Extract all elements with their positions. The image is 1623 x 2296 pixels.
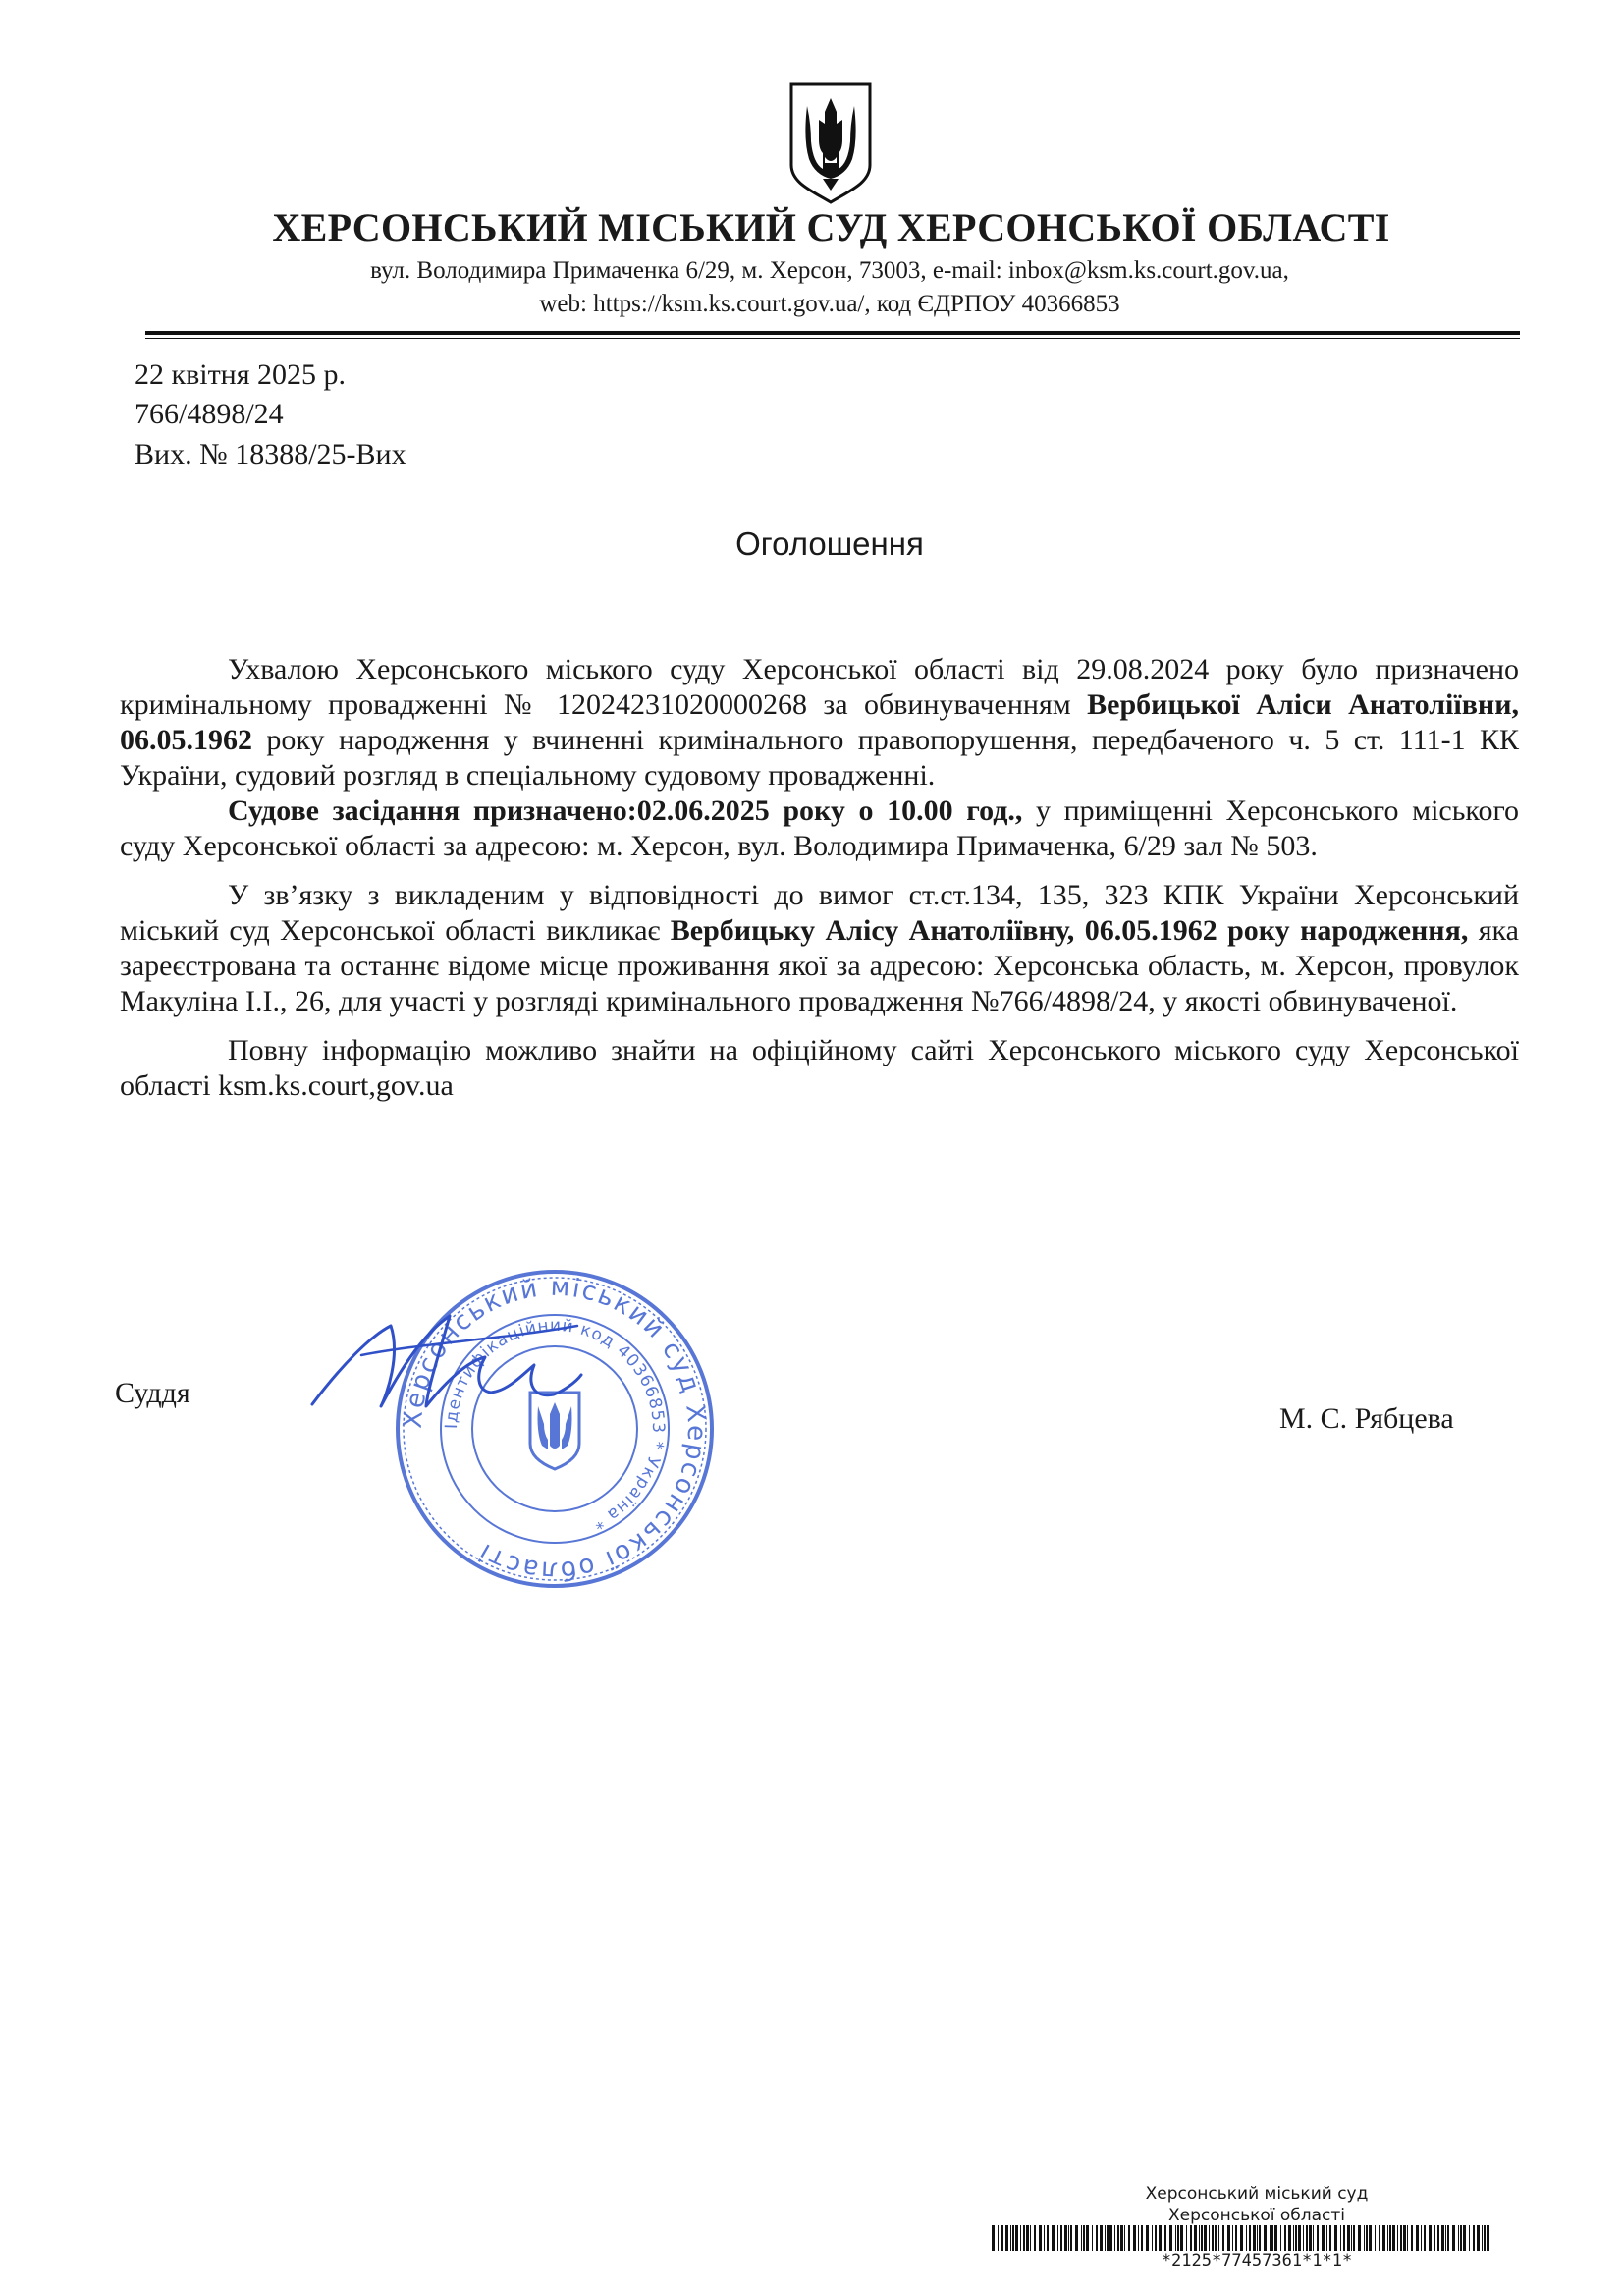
barcode-bar: [1416, 2225, 1419, 2251]
barcode-bar: [1445, 2225, 1446, 2251]
barcode-bar: [1463, 2225, 1466, 2251]
barcode-bar: [1271, 2225, 1273, 2251]
barcode-bar: [1343, 2225, 1345, 2251]
barcode-bar: [1155, 2225, 1157, 2251]
barcode-bar: [1280, 2225, 1281, 2251]
barcode-bar: [1313, 2225, 1314, 2251]
barcode-bar: [1259, 2225, 1261, 2251]
document-date: 22 квітня 2025 р.: [135, 358, 347, 391]
barcode-bar: [1044, 2225, 1045, 2251]
barcode-bar: [1358, 2225, 1361, 2251]
seal-inner-text: Ідентифікаційний код 40366853 * Україна *: [441, 1315, 669, 1534]
barcode-bar: [1295, 2225, 1297, 2251]
barcode-bar: [1060, 2225, 1062, 2251]
barcode-bar: [1030, 2225, 1031, 2251]
barcode-bar: [992, 2225, 995, 2251]
barcode-bar: [1403, 2225, 1406, 2251]
paragraph-summons: У зв’язку з викладеним у відповідності до вимог ст.ст.134, 135, 323 КПК України Херсонський міський суд Херсонської області викликає Вербицьку Алісу Анатоліївну, 06.05.1962 року народження, яка зареєстрована та останнє відоме місце проживання якої за адресою: Херсонська область, м. Херсон, провулок Макуліна І.І., 26, для участі у розгляді кримінального провадження №766/4898/24, у якості обвинуваченої.: [120, 879, 1519, 1017]
barcode-bar: [1257, 2225, 1258, 2251]
barcode-bar: [1117, 2225, 1119, 2251]
barcode-bar: [1169, 2225, 1172, 2251]
document-title: Оголошення: [735, 525, 924, 562]
barcode-bar: [1235, 2225, 1237, 2251]
barcode-bar: [1264, 2225, 1267, 2251]
barcode-bar: [1329, 2225, 1331, 2251]
judge-signature: [302, 1296, 587, 1424]
barcode-bar: [1068, 2225, 1069, 2251]
barcode-bar: [1452, 2225, 1455, 2251]
barcode-bar: [1075, 2225, 1078, 2251]
barcode-bar: [1133, 2225, 1136, 2251]
barcode-bar: [1105, 2225, 1106, 2251]
barcode-bar: [1482, 2225, 1483, 2251]
barcode-bar: [1096, 2225, 1098, 2251]
barcode-bar: [1382, 2225, 1385, 2251]
barcode-bar: [1020, 2225, 1021, 2251]
barcode-bar: [1146, 2225, 1149, 2251]
barcode-bar: [1387, 2225, 1388, 2251]
barcode-bar: [1434, 2225, 1435, 2251]
barcode-bar: [1326, 2225, 1327, 2251]
barcode-bar: [1364, 2225, 1365, 2251]
barcode-bar: [1460, 2225, 1462, 2251]
coat-of-arms-icon: [785, 81, 876, 206]
barcode-bar: [1484, 2225, 1486, 2251]
barcode-bar: [1253, 2225, 1256, 2251]
barcode-bar: [1306, 2225, 1308, 2251]
barcode-bar: [1034, 2225, 1036, 2251]
judge-role: Суддя: [115, 1377, 190, 1409]
barcode-bar: [1015, 2225, 1018, 2251]
barcode-bar: [1052, 2225, 1055, 2251]
document-body: [120, 652, 1519, 1104]
barcode-bar: [1458, 2225, 1459, 2251]
barcode-bar: [1114, 2225, 1115, 2251]
barcode-bar: [1138, 2225, 1139, 2251]
header-divider-thin: [145, 338, 1520, 339]
barcode-bar: [1083, 2225, 1085, 2251]
barcode-bar: [1109, 2225, 1112, 2251]
barcode-bar: [1270, 2225, 1271, 2251]
barcode-bar: [1201, 2225, 1203, 2251]
barcode: [992, 2225, 1492, 2251]
barcode-bar: [1366, 2225, 1368, 2251]
barcode-bar: [1023, 2225, 1025, 2251]
barcode-bar: [1212, 2225, 1214, 2251]
barcode-bar: [1375, 2225, 1376, 2251]
barcode-bar: [1477, 2225, 1480, 2251]
barcode-bar: [1175, 2225, 1176, 2251]
barcode-bar: [1120, 2225, 1123, 2251]
seal-outer-text: Херсонський міський суд Херсонської області: [398, 1272, 712, 1586]
barcode-bar: [1309, 2225, 1312, 2251]
barcode-bar: [1317, 2225, 1319, 2251]
registry-org-line2: Херсонської області: [1167, 2206, 1346, 2225]
barcode-bar: [1347, 2225, 1350, 2251]
barcode-number: *2125*77457361*1*1*: [1161, 2251, 1353, 2270]
court-address: вул. Володимира Примаченка 6/29, м. Херсон, 73003, e-mail: inbox@ksm.ks.court.gov.ua,: [370, 257, 1289, 284]
barcode-bar: [1177, 2225, 1179, 2251]
barcode-bar: [1005, 2225, 1008, 2251]
barcode-bar: [1293, 2225, 1294, 2251]
barcode-bar: [1303, 2225, 1304, 2251]
barcode-bar: [1209, 2225, 1210, 2251]
barcode-bar: [1437, 2225, 1439, 2251]
barcode-bar: [1141, 2225, 1143, 2251]
barcode-bar: [1274, 2225, 1277, 2251]
barcode-bar: [1204, 2225, 1207, 2251]
barcode-bar: [1400, 2225, 1402, 2251]
paragraph-ruling: Ухвалою Херсонського міського суду Херсонської області від 29.08.2024 року було призначено кримінальному провадженні № 12024231020000268 за обвинуваченням Вербицької Аліси Анатоліївни, 06.05.1962 року народження у вчиненні кримінального правопорушення, передбаченого ч. 5 ст. 111-1 КК України, судовий розгляд в спеціальному судовому провадженні.: [120, 653, 1519, 792]
court-name: ХЕРСОНСЬКИЙ МІСЬКИЙ СУД ХЕРСОНСЬКОЇ ОБЛАСТІ: [272, 205, 1390, 249]
barcode-bar: [1447, 2225, 1449, 2251]
paragraph-hearing: Судове засідання призначено:02.06.2025 року о 10.00 год., у приміщенні Херсонського міського суду Херсонської області за адресою: м. Херсон, вул. Володимира Примаченка, 6/29 зал № 503.: [120, 794, 1520, 862]
barcode-bar: [1100, 2225, 1103, 2251]
paragraph-info: Повну інформацію можливо знайти на офіційному сайті Херсонського міського суду Херсонської області ksm.ks.court,gov.ua: [120, 1034, 1519, 1102]
barcode-bar: [1215, 2225, 1217, 2251]
barcode-bar: [1487, 2225, 1489, 2251]
judge-name: М. С. Рябцева: [1279, 1402, 1454, 1435]
registry-org-line1: Херсонський міський суд: [1145, 2184, 1369, 2204]
barcode-bar: [1152, 2225, 1153, 2251]
barcode-bar: [998, 2225, 999, 2251]
barcode-bar: [1441, 2225, 1444, 2251]
barcode-bar: [1429, 2225, 1432, 2251]
barcode-bar: [1227, 2225, 1230, 2251]
header-divider: [145, 331, 1520, 335]
barcode-bar: [1298, 2225, 1301, 2251]
barcode-bar: [1334, 2225, 1337, 2251]
barcode-bar: [1159, 2225, 1162, 2251]
barcode-bar: [1424, 2225, 1426, 2251]
barcode-bar: [1124, 2225, 1125, 2251]
barcode-bar: [1057, 2225, 1058, 2251]
barcode-bar: [1047, 2225, 1049, 2251]
court-web-and-code: web: https://ksm.ks.court.gov.ua/, код ЄДРПОУ 40366853: [539, 291, 1120, 317]
barcode-bar: [1322, 2225, 1325, 2251]
barcode-bar: [1379, 2225, 1380, 2251]
barcode-bar: [1064, 2225, 1067, 2251]
barcode-bar: [1351, 2225, 1352, 2251]
barcode-bar: [1473, 2225, 1475, 2251]
barcode-bar: [1164, 2225, 1166, 2251]
barcode-bar: [1389, 2225, 1391, 2251]
barcode-bar: [1222, 2225, 1224, 2251]
barcode-bar: [1180, 2225, 1183, 2251]
barcode-bar: [1070, 2225, 1072, 2251]
barcode-bar: [1284, 2225, 1286, 2251]
barcode-bar: [1340, 2225, 1341, 2251]
barcode-bar: [1190, 2225, 1192, 2251]
barcode-bar: [1421, 2225, 1422, 2251]
barcode-bar: [1240, 2225, 1243, 2251]
barcode-bar: [1107, 2225, 1109, 2251]
barcode-bar: [1411, 2225, 1413, 2251]
case-number: 766/4898/24: [135, 398, 284, 430]
barcode-bar: [1407, 2225, 1408, 2251]
barcode-bar: [1012, 2225, 1014, 2251]
barcode-bar: [1397, 2225, 1398, 2251]
barcode-bar: [1186, 2225, 1187, 2251]
barcode-bar: [1001, 2225, 1003, 2251]
barcode-bar: [1232, 2225, 1233, 2251]
barcode-bar: [1086, 2225, 1089, 2251]
barcode-bar: [1249, 2225, 1251, 2251]
barcode-bar: [1081, 2225, 1082, 2251]
barcode-bar: [1039, 2225, 1042, 2251]
barcode-bar: [1199, 2225, 1200, 2251]
outgoing-number: Вих. № 18388/25-Вих: [135, 438, 406, 470]
barcode-bar: [1010, 2225, 1011, 2251]
barcode-bar: [1092, 2225, 1093, 2251]
barcode-bar: [1218, 2225, 1219, 2251]
barcode-bar: [1353, 2225, 1355, 2251]
barcode-bar: [1469, 2225, 1470, 2251]
barcode-bar: [1026, 2225, 1029, 2251]
barcode-bar: [1194, 2225, 1197, 2251]
barcode-bar: [1288, 2225, 1291, 2251]
barcode-bar: [1246, 2225, 1247, 2251]
barcode-bar: [1128, 2225, 1130, 2251]
barcode-bar: [1392, 2225, 1395, 2251]
barcode-bar: [1369, 2225, 1372, 2251]
